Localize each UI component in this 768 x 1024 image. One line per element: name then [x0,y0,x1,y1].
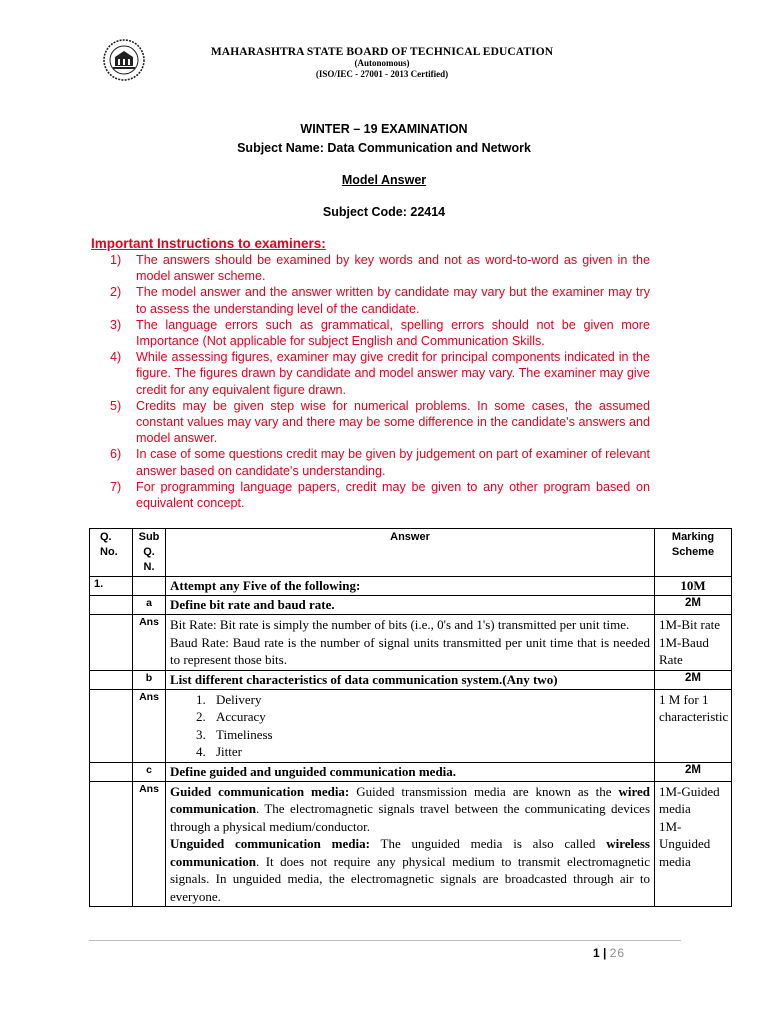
board-header [170,46,594,80]
scheme-line: 1M-Unguided media [659,818,711,869]
total-pages: 26 [609,946,626,960]
list-item: 1. Delivery [196,691,262,707]
current-page: 1 [593,946,600,960]
question-marks: 2M [655,762,732,781]
board-name: MAHARASHTRA STATE BOARD OF TECHNICAL EDUCATION [210,46,554,58]
table-row [90,781,732,907]
table-row [90,615,732,671]
table-row [90,670,732,689]
empty-cell [90,615,133,671]
empty-cell [90,670,133,689]
empty-cell [90,689,133,762]
sub-question-label: c [133,762,166,781]
guided-media-definition: Guided communication media: Guided transmission media are known as the wired communication. The electromagnetic signals travel between the communicating devices through a physical medium/conductor. [170,783,650,834]
list-item: 4. Jitter [196,744,242,759]
instruction-item: 6) In case of some questions credit may be given by judgement on part of examiner of relevant answer based on candidate's understanding. [110,447,650,478]
question-marks: 2M [655,596,732,615]
header-subq: Sub Q. N. [133,529,166,577]
page-separator: | [603,946,607,960]
marking-scheme: 1 M for 1 characteristic [655,689,732,762]
table-row [90,762,732,781]
table-row [90,596,732,615]
list-item: 3. Timeliness [196,726,273,742]
marking-scheme [655,615,732,671]
instructions-list [110,252,650,511]
answer-label: Ans [133,689,166,762]
table-row [90,577,732,596]
subject-name: Subject Name: Data Communication and Network [237,141,531,155]
certification-label: (ISO/IEC - 27001 - 2013 Certified) [315,69,449,79]
question-text: Define guided and unguided communication media. [166,762,655,781]
model-answer-table [89,528,732,907]
instruction-item: 5) Credits may be given step wise for numerical problems. In some cases, the assumed constant values may vary and there may be some difference in the candidate's answers and model answer. [110,398,650,446]
question-text: Define bit rate and baud rate. [166,596,655,615]
subject-code: Subject Code: 22414 [322,205,446,219]
autonomous-label: (Autonomous) [354,58,410,68]
unguided-media-definition: Unguided communication media: The unguided media is also called wireless communication. It does not require any physical medium to transmit electromagnetic signals. In unguided media, the electromagnetic signals are broadcasted through air to everyone. [170,836,650,904]
bit-rate-definition: Bit Rate: Bit rate is simply the number of bits (i.e., 0's and 1's) transmitted per unit time. [170,617,630,632]
instruction-item: 3) The language errors such as grammatical, spelling errors should not be given more Importance (Not applicable for subject English and Communication Skills. [110,317,650,349]
question-text: Attempt any Five of the following: [166,577,655,596]
exam-title: WINTER – 19 EXAMINATION [300,122,468,136]
model-answer-title: Model Answer [341,173,427,187]
list-item: 2. Accuracy [196,709,266,724]
answer-label: Ans [133,615,166,671]
table-row [90,689,732,762]
scheme-line: 1M-Guided media [659,783,720,816]
question-marks: 2M [655,670,732,689]
characteristics-list [170,691,650,761]
question-text: List different characteristics of data communication system.(Any two) [166,670,655,689]
sub-question-label: b [133,670,166,689]
footer-divider [89,940,681,941]
answer-text [166,781,655,907]
table-header-row [90,529,732,577]
empty-cell [90,781,133,907]
question-number: 1. [90,577,133,596]
instruction-item: 4) While assessing figures, examiner may give credit for principal components indicated in the figure. The figures drawn by candidate and model answer may vary. The examiner may give credit for any equivalent figure drawn. [110,350,650,397]
answer-label: Ans [133,781,166,907]
sub-question-label: a [133,596,166,615]
marking-scheme [655,781,732,907]
header-scheme: Marking Scheme [655,529,732,577]
sub-question-cell [133,577,166,596]
instruction-item: 1) The answers should be examined by key words and not as word-to-word as given in the model answer scheme. [110,253,650,284]
msbte-logo [102,38,146,82]
empty-cell [90,762,133,781]
scheme-line: 1M-Bit rate [659,617,721,632]
baud-rate-definition: Baud Rate: Baud rate is the number of signal units transmitted per unit time that is needed to represent those bits. [170,634,650,667]
instruction-item: 2) The model answer and the answer written by candidate may vary but the examiner may try to assess the understanding level of the candidate. [110,285,650,316]
empty-cell [90,596,133,615]
question-marks: 10M [655,577,732,596]
page-number [593,946,625,960]
header-qno: Q. No. [90,529,133,577]
instructions-heading: Important Instructions to examiners: [91,236,326,251]
header-answer: Answer [166,529,655,577]
scheme-line: 1M-Baud Rate [659,634,709,667]
answer-text [166,689,655,762]
answer-text [166,615,655,671]
instruction-item: 7) For programming language papers, credit may be given to any other program based on equivalent concept. [110,479,650,511]
